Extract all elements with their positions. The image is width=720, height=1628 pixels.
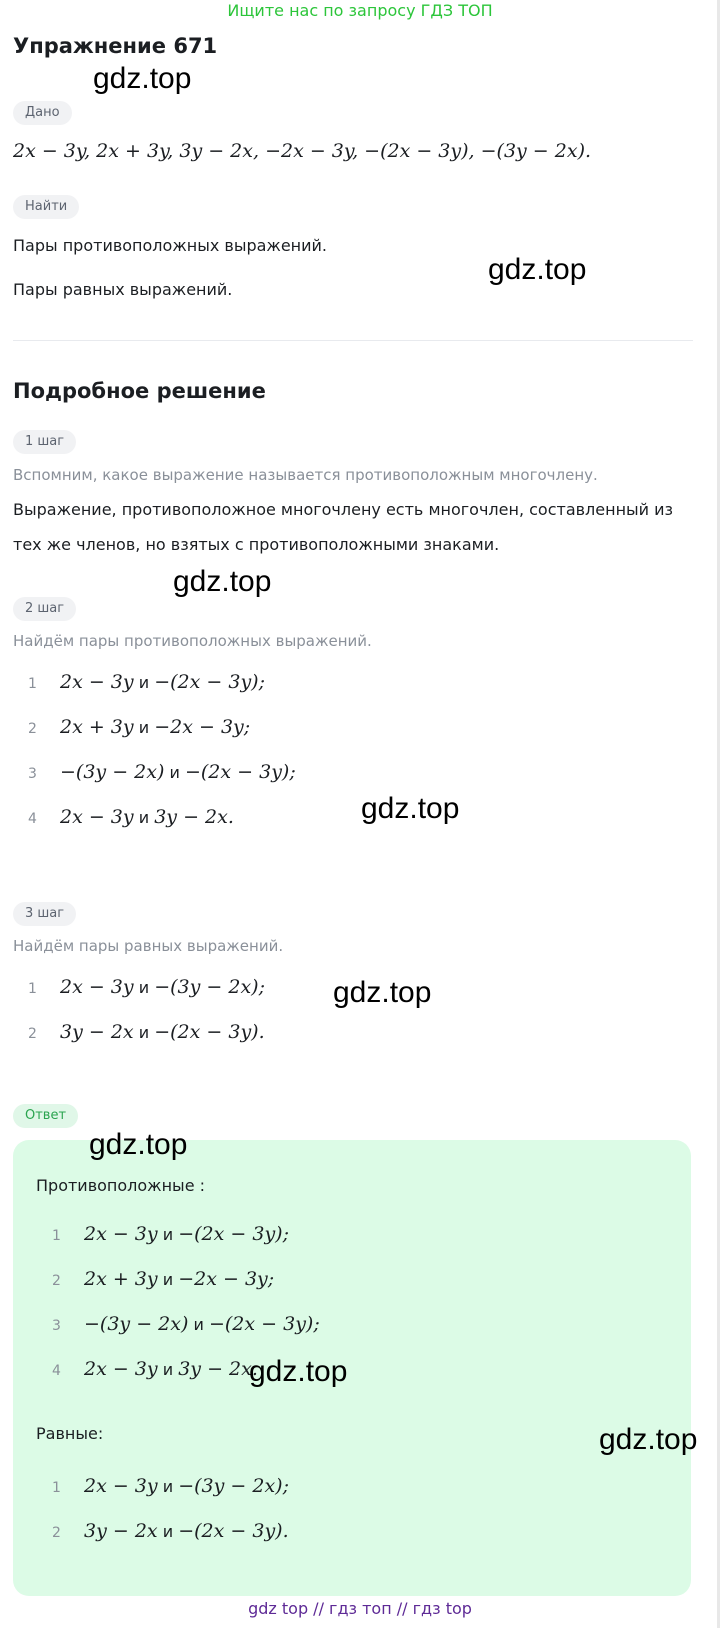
expression-b: −(3y − 2x); — [154, 976, 265, 998]
page-title: Упражнение 671 — [13, 34, 218, 58]
step-3-label: 3 шаг — [13, 902, 76, 926]
list-number: 1 — [28, 981, 37, 997]
expression-a: −(3y − 2x) — [60, 761, 165, 783]
conjunction: и — [138, 1023, 150, 1042]
conjunction: и — [138, 718, 150, 737]
step-1-text-line-1: Выражение, противоположное многочлену есть многочлен, составленный из — [13, 500, 674, 519]
list-item — [52, 1520, 289, 1542]
expression-a: 2x + 3y — [84, 1268, 158, 1290]
watermark: gdz.top — [488, 253, 587, 286]
list-item — [52, 1358, 258, 1380]
expression-b: −(2x − 3y); — [184, 761, 296, 783]
step-2-hint: Найдём пары противоположных выражений. — [13, 632, 372, 650]
watermark: gdz.top — [333, 976, 432, 1009]
find-label: Найти — [13, 195, 79, 219]
given-label: Дано — [13, 101, 72, 125]
conjunction: и — [162, 1477, 174, 1496]
list-item — [52, 1223, 289, 1245]
find-line-equal: Пары равных выражений. — [13, 280, 233, 299]
conjunction: и — [169, 763, 180, 782]
expression-a: 3y − 2x — [60, 1021, 134, 1043]
expression-b: −(2x − 3y); — [208, 1313, 320, 1335]
section-divider — [13, 340, 693, 341]
list-number: 2 — [28, 721, 37, 737]
list-number: 4 — [28, 811, 37, 827]
expression-b: −(2x − 3y); — [178, 1223, 289, 1245]
conjunction: и — [162, 1360, 174, 1379]
list-item — [52, 1313, 320, 1335]
conjunction: и — [162, 1270, 174, 1289]
list-number: 3 — [52, 1318, 61, 1334]
list-item — [28, 806, 234, 828]
expression-b: 3y − 2x. — [154, 806, 234, 828]
list-number: 3 — [28, 766, 37, 782]
expression-a: 2x − 3y — [60, 671, 134, 693]
expression-a: 2x − 3y — [60, 806, 134, 828]
list-item — [52, 1268, 274, 1290]
list-item — [28, 716, 250, 738]
list-item — [52, 1475, 289, 1497]
conjunction: и — [162, 1225, 174, 1244]
list-number: 2 — [28, 1026, 37, 1042]
list-number: 1 — [52, 1480, 61, 1496]
expression-b: −(2x − 3y); — [154, 671, 265, 693]
expression-b: −(3y − 2x); — [178, 1475, 289, 1497]
step-1-label: 1 шаг — [13, 430, 76, 454]
step-3-hint: Найдём пары равных выражений. — [13, 937, 284, 955]
expression-a: 3y − 2x — [84, 1520, 158, 1542]
expression-b: −2x − 3y; — [154, 716, 251, 738]
list-item — [28, 1021, 265, 1043]
expression-a: 2x − 3y — [84, 1475, 158, 1497]
list-number: 2 — [52, 1525, 61, 1541]
watermark: gdz.top — [89, 1128, 188, 1161]
list-number: 4 — [52, 1363, 61, 1379]
solution-heading: Подробное решение — [13, 379, 266, 403]
watermark: gdz.top — [599, 1423, 698, 1456]
expression-a: 2x − 3y — [60, 976, 134, 998]
list-item — [28, 976, 265, 998]
watermark: gdz.top — [93, 62, 192, 95]
watermark: gdz.top — [361, 792, 460, 825]
expression-a: 2x − 3y — [84, 1223, 158, 1245]
list-item — [28, 761, 296, 783]
find-line-opposite: Пары противоположных выражений. — [13, 236, 328, 255]
watermark: gdz.top — [249, 1355, 348, 1388]
expression-b: 3y − 2x. — [178, 1358, 258, 1380]
step-1-text-line-2: тех же членов, но взятых с противоположными знаками. — [13, 535, 500, 554]
expression-b: −2x − 3y; — [178, 1268, 275, 1290]
list-number: 1 — [52, 1228, 61, 1244]
expression-b: −(2x − 3y). — [178, 1520, 289, 1542]
given-expression: 2x − 3y, 2x + 3y, 3y − 2x, −2x − 3y, −(2x − 3y), −(3y − 2x). — [13, 140, 592, 162]
watermark: gdz.top — [173, 565, 272, 598]
conjunction: и — [193, 1315, 204, 1334]
answer-equal-heading: Равные: — [36, 1424, 104, 1443]
conjunction: и — [162, 1522, 174, 1541]
expression-a: 2x − 3y — [84, 1358, 158, 1380]
step-2-label: 2 шаг — [13, 597, 76, 621]
conjunction: и — [138, 978, 150, 997]
expression-b: −(2x − 3y). — [154, 1021, 265, 1043]
list-number: 2 — [52, 1273, 61, 1289]
conjunction: и — [138, 808, 150, 827]
answer-opposite-heading: Противоположные : — [36, 1176, 206, 1195]
conjunction: и — [138, 673, 150, 692]
list-number: 1 — [28, 676, 37, 692]
answer-label: Ответ — [13, 1104, 78, 1128]
footer-links[interactable]: gdz top // гдз топ // гдз top — [248, 1599, 472, 1618]
step-1-hint: Вспомним, какое выражение называется противоположным многочлену. — [13, 466, 598, 484]
search-banner[interactable]: Ищите нас по запросу ГДЗ ТОП — [227, 1, 493, 20]
expression-a: −(3y − 2x) — [84, 1313, 189, 1335]
expression-a: 2x + 3y — [60, 716, 134, 738]
list-item — [28, 671, 265, 693]
